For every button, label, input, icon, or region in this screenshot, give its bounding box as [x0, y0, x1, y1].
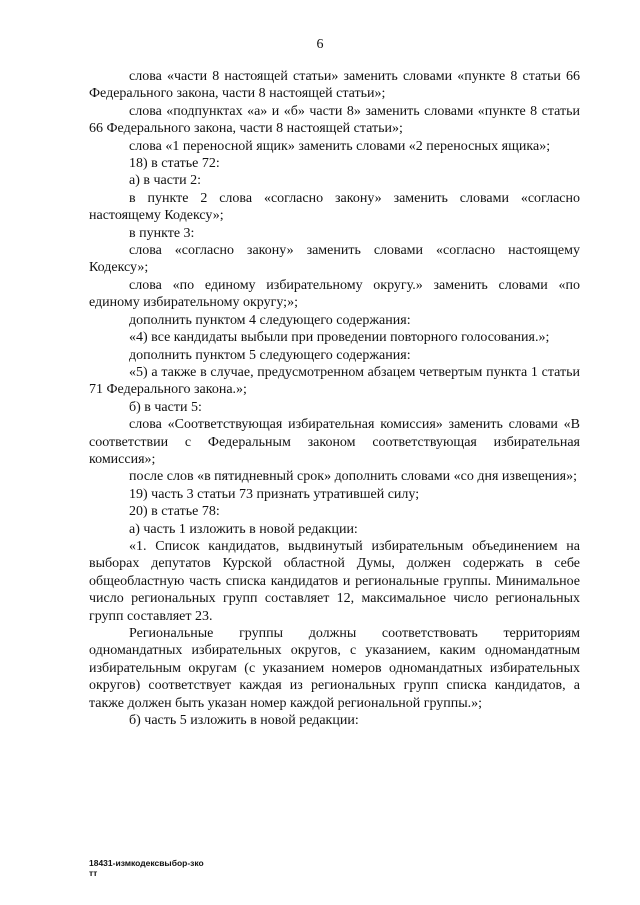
- paragraph: в пункте 2 слова «согласно закону» заменить словами «согласно настоящему Кодексу»;: [89, 190, 580, 224]
- paragraph: после слов «в пятидневный срок» дополнить словами «со дня извещения»;: [129, 469, 577, 485]
- paragraph: слова «части 8 настоящей статьи» заменить словами «пункте 8 статьи 66 Федерального закона, части 8 настоящей статьи»;: [89, 69, 580, 102]
- paragraph: слова «согласно закону» заменить словами «согласно настоящему Кодексу»;: [89, 243, 580, 276]
- paragraph: в пункте 3:: [129, 225, 195, 241]
- footer: [89, 858, 204, 878]
- page-number: 6: [316, 37, 324, 52]
- paragraph: 18) в статье 72:: [129, 156, 220, 172]
- author-initials: тт: [89, 868, 98, 878]
- paragraph: слова «1 переносной ящик» заменить словами «2 переносных ящика»;: [129, 138, 551, 154]
- paragraph: 20) в статье 78:: [129, 504, 220, 520]
- paragraph: б) часть 5 изложить в новой редакции:: [129, 713, 359, 729]
- paragraph: слова «по единому избирательному округу.» заменить словами «по единому избирательному округу;»;: [89, 277, 580, 311]
- paragraph: а) часть 1 изложить в новой редакции:: [129, 521, 358, 537]
- paragraph: «4) все кандидаты выбыли при проведении повторного голосования.»;: [129, 330, 550, 346]
- paragraph: слова «подпунктах «а» и «б» части 8» заменить словами «пункте 8 статьи 66 Федерального закона, части 8 настоящей статьи»;: [89, 103, 580, 137]
- paragraph: «1. Список кандидатов, выдвинутый избирательным объединением на выборах депутатов Курской областной Думы, должен содержать в себе общеобластную часть списка кандидатов и региональные группы. Минимальное число региональных групп составляет 12, максимальное число региональных групп составляет 23.: [89, 538, 580, 624]
- document-body: [89, 68, 580, 729]
- paragraph: Региональные группы должны соответствовать территориям одномандатных избирательных округов, с указанием, каким одномандатным избирательным округам (с указанием номеров одномандатных избирательных округов) соответствует каждая из региональных групп списка кандидатов, а также должен быть указан номер каждой региональной группы.»;: [89, 626, 580, 711]
- paragraph: б) в части 5:: [129, 399, 202, 415]
- paragraph: дополнить пунктом 4 следующего содержания:: [129, 312, 411, 328]
- paragraph: а) в части 2:: [129, 173, 201, 189]
- paragraph: дополнить пунктом 5 следующего содержания:: [129, 347, 411, 363]
- document-code: 18431-измкодексвыбор-зко: [89, 858, 204, 868]
- paragraph: 19) часть 3 статьи 73 признать утратившей силу;: [129, 486, 420, 502]
- paragraph: «5) а также в случае, предусмотренном абзацем четвертым пункта 1 статьи 71 Федерального закона.»;: [89, 364, 580, 398]
- paragraph: слова «Соответствующая избирательная комиссия» заменить словами «В соответствии с Федеральным законом соответствующая избирательная комиссия»;: [89, 417, 580, 467]
